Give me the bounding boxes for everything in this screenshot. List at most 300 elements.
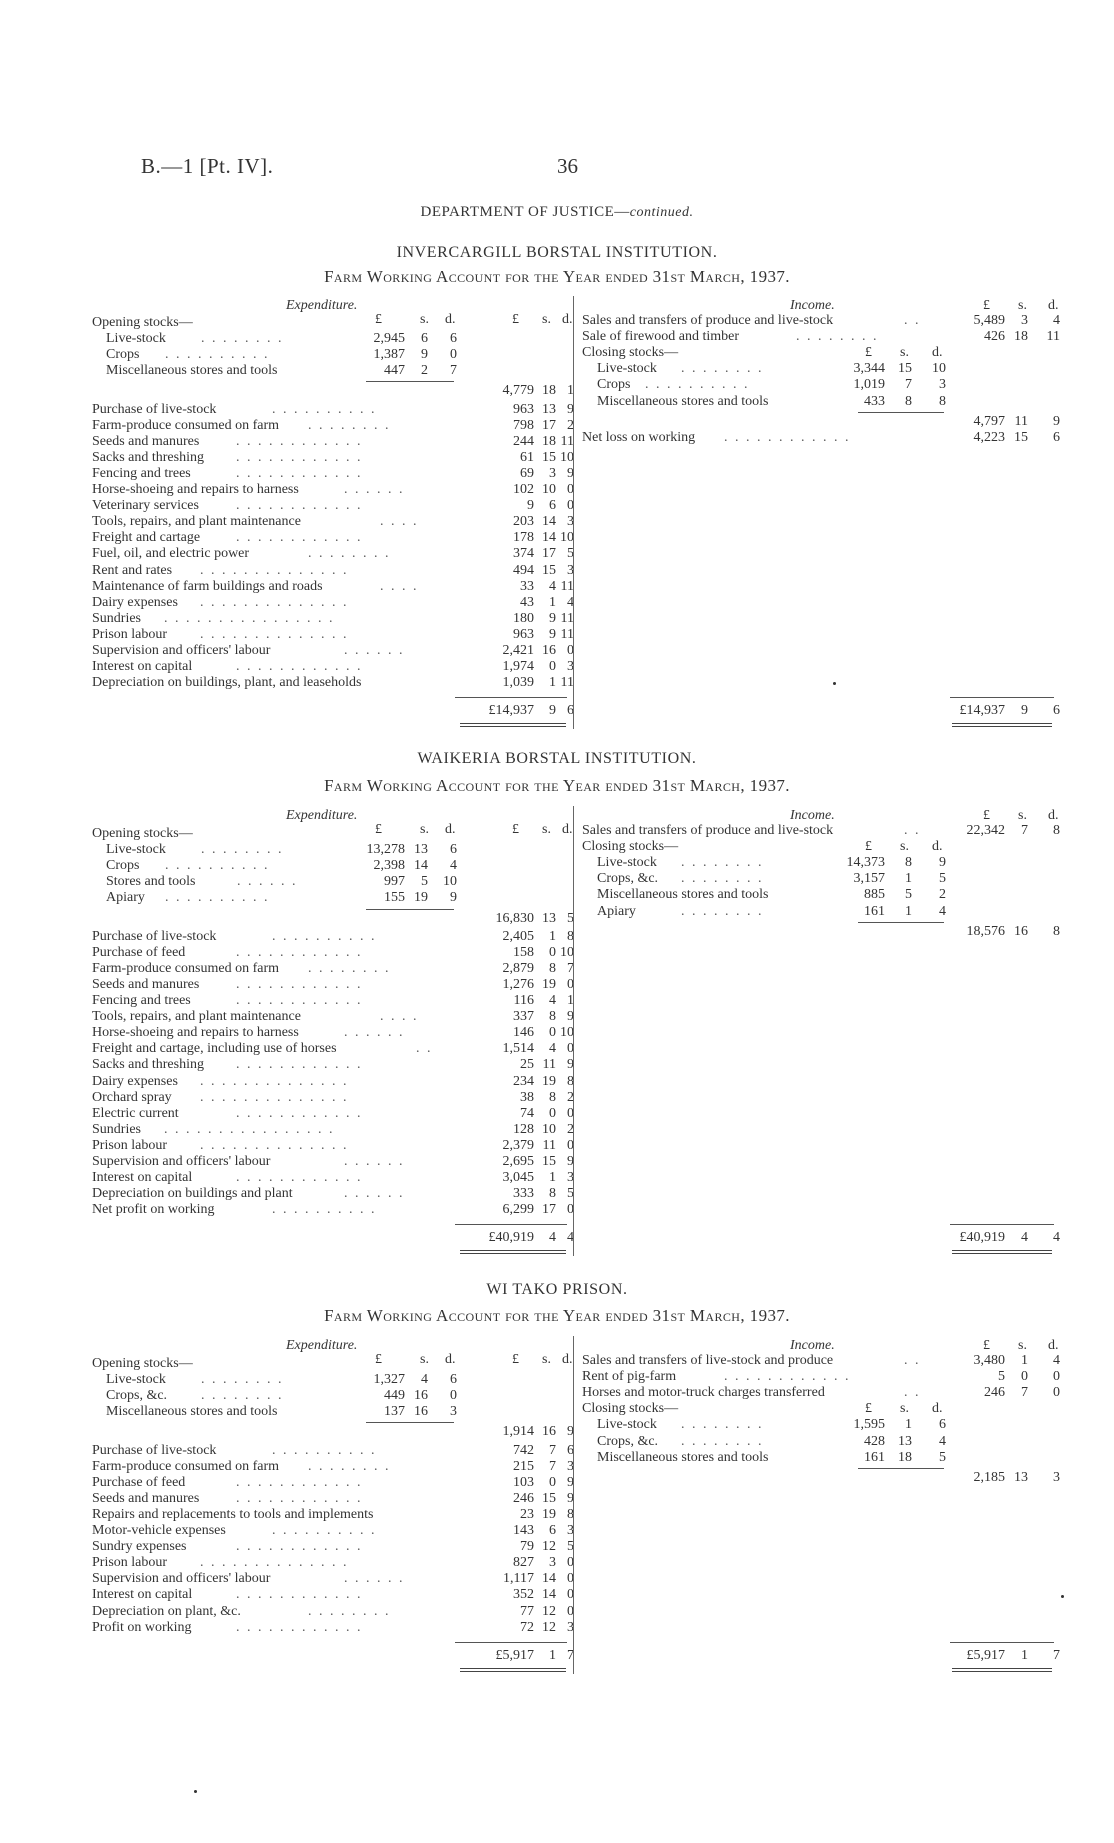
expense-item-pounds: 2,879 bbox=[502, 960, 534, 976]
closing-stocks-total-pounds: 4,797 bbox=[973, 413, 1005, 429]
expense-item-label: Sundries bbox=[92, 610, 141, 626]
department-continued: continued. bbox=[629, 205, 694, 220]
income-total-shillings: 9 bbox=[1021, 703, 1028, 719]
closing-stocks-label: Closing stocks— bbox=[582, 1401, 679, 1417]
expense-item-pounds: 103 bbox=[513, 1474, 534, 1490]
expense-item-shillings: 18 bbox=[542, 433, 556, 449]
closing-stocks-total-shillings: 16 bbox=[1014, 923, 1028, 939]
total-double-rule bbox=[952, 1250, 1052, 1254]
expense-item-pence: 9 bbox=[567, 1490, 574, 1506]
expense-item-label: Fencing and trees bbox=[92, 465, 191, 481]
expense-item-shillings: 0 bbox=[549, 659, 556, 675]
expense-item-label: Profit on working bbox=[92, 1619, 192, 1635]
expense-item-label: Farm-produce consumed on farm bbox=[92, 417, 279, 433]
currency-header-pounds: £ bbox=[983, 1338, 990, 1353]
expense-item-label: Net profit on working bbox=[92, 1202, 215, 1218]
opening-stock-item-shillings: 5 bbox=[421, 874, 428, 890]
leader-dots: . . . . . . . . bbox=[201, 1372, 284, 1388]
expense-item-shillings: 4 bbox=[549, 578, 556, 594]
expense-item-pence: 0 bbox=[567, 1603, 574, 1619]
expense-item-pounds: 61 bbox=[520, 449, 534, 465]
closing-stock-item-pence: 3 bbox=[939, 377, 946, 393]
total-rule bbox=[950, 1642, 1054, 1643]
expense-item-pounds: 1,039 bbox=[502, 675, 534, 691]
leader-dots: . . . . . . . . . . . . bbox=[236, 433, 363, 449]
expense-item-label: Freight and cartage, including use of horses bbox=[92, 1041, 337, 1057]
print-speck bbox=[1061, 1595, 1064, 1598]
currency-header-pounds: £ bbox=[375, 1352, 382, 1367]
opening-stock-item-pence: 6 bbox=[450, 842, 457, 858]
closing-stock-item-shillings: 1 bbox=[905, 871, 912, 887]
expense-item-label: Horse-shoeing and repairs to harness bbox=[92, 482, 299, 497]
income-item-pence: 4 bbox=[1053, 313, 1060, 328]
expense-item-pence: 9 bbox=[567, 465, 574, 481]
expense-item-label: Sacks and threshing bbox=[92, 449, 204, 465]
expense-item-pence: 0 bbox=[567, 498, 574, 514]
expense-item-pence: 3 bbox=[567, 1619, 574, 1635]
expense-item-shillings: 15 bbox=[542, 1154, 556, 1169]
closing-stock-item-pence: 4 bbox=[939, 1433, 946, 1449]
expense-item-pounds: 33 bbox=[520, 578, 534, 594]
closing-stock-item-pounds: 885 bbox=[864, 887, 885, 903]
expense-item-shillings: 0 bbox=[549, 944, 556, 960]
expense-item-shillings: 17 bbox=[542, 1202, 556, 1218]
expense-item-pence: 10 bbox=[560, 944, 574, 960]
expense-item-pounds: 72 bbox=[520, 1619, 534, 1635]
closing-stock-item-shillings: 1 bbox=[905, 903, 912, 919]
opening-stock-item-pence: 10 bbox=[443, 874, 457, 890]
leader-dots: . . bbox=[904, 823, 921, 838]
subtotal-rule bbox=[858, 922, 944, 923]
closing-stock-item-pounds: 428 bbox=[864, 1433, 885, 1449]
expense-item-pence: 4 bbox=[567, 594, 574, 610]
income-total-pounds: £5,917 bbox=[966, 1647, 1005, 1663]
opening-stock-item-pounds: 2,945 bbox=[373, 331, 405, 347]
income-item-label: Sales and transfers of produce and live-stock bbox=[582, 823, 834, 838]
opening-stock-item-pounds: 447 bbox=[384, 363, 405, 379]
opening-stock-item-pounds: 137 bbox=[384, 1404, 405, 1420]
expense-item-label: Dairy expenses bbox=[92, 594, 178, 610]
income-item-pence: 0 bbox=[1053, 1385, 1060, 1401]
expense-item-pence: 7 bbox=[567, 960, 574, 976]
income-item-pounds: 246 bbox=[984, 1385, 1005, 1401]
expense-item-shillings: 8 bbox=[549, 1009, 556, 1025]
expense-item-label: Freight and cartage bbox=[92, 530, 201, 546]
income-item-label: Sales and transfers of produce and live-stock bbox=[582, 313, 834, 328]
opening-stock-item-pounds: 155 bbox=[384, 890, 405, 906]
expense-item-label: Tools, repairs, and plant maintenance bbox=[92, 1009, 301, 1025]
expense-item-pence: 3 bbox=[567, 1458, 574, 1474]
expense-item-shillings: 17 bbox=[542, 417, 556, 433]
currency-header-pence: d. bbox=[562, 1352, 573, 1367]
expense-item-shillings: 12 bbox=[542, 1539, 556, 1555]
expense-item-shillings: 0 bbox=[549, 1474, 556, 1490]
expense-item-pounds: 43 bbox=[520, 594, 534, 610]
expense-item-pence: 11 bbox=[560, 433, 574, 449]
total-rule bbox=[950, 697, 1054, 698]
closing-stock-item-pounds: 161 bbox=[864, 903, 885, 919]
leader-dots: . . . . . . bbox=[344, 482, 405, 497]
closing-stock-item-pounds: 3,157 bbox=[853, 871, 885, 887]
expense-item-pounds: 2,421 bbox=[502, 643, 534, 658]
income-item-pounds: 4,223 bbox=[973, 429, 1005, 445]
opening-stocks-label: Opening stocks— bbox=[92, 1356, 193, 1371]
currency-header-pence: d. bbox=[445, 312, 456, 327]
expense-item-pounds: 3,045 bbox=[502, 1170, 534, 1186]
leader-dots: . . . . . . . . . . bbox=[165, 890, 270, 906]
expense-item-label: Seeds and manures bbox=[92, 1490, 200, 1506]
expenditure-total-pence: 6 bbox=[567, 703, 574, 719]
expense-item-shillings: 19 bbox=[542, 1506, 556, 1522]
expense-item-pounds: 79 bbox=[520, 1539, 534, 1555]
opening-stock-item-pence: 6 bbox=[450, 331, 457, 347]
opening-stock-item-label: Live-stock bbox=[106, 331, 166, 347]
currency-header-pence: d. bbox=[932, 1401, 943, 1417]
income-item-pence: 8 bbox=[1053, 823, 1060, 838]
currency-header-pounds: £ bbox=[375, 312, 382, 327]
currency-header-shillings: s. bbox=[1018, 298, 1027, 313]
leader-dots: . . . . . . . . . . . . bbox=[724, 1369, 851, 1385]
closing-stock-item-label: Miscellaneous stores and tools bbox=[597, 393, 769, 409]
expense-item-label: Depreciation on plant, &c. bbox=[92, 1603, 241, 1619]
currency-header-pounds: £ bbox=[512, 1352, 519, 1367]
expense-item-label: Rent and rates bbox=[92, 562, 173, 578]
closing-stock-item-shillings: 18 bbox=[898, 1449, 912, 1465]
leader-dots: . . . . . . . . bbox=[681, 1417, 764, 1433]
leader-dots: . . . . . . . . . . . . . . bbox=[200, 1089, 349, 1105]
income-item-shillings: 15 bbox=[1014, 429, 1028, 445]
expense-item-shillings: 4 bbox=[549, 1041, 556, 1057]
currency-header-pence: d. bbox=[562, 312, 573, 327]
expense-item-pounds: 963 bbox=[513, 401, 534, 417]
expense-item-pounds: 128 bbox=[513, 1121, 534, 1137]
expense-item-pounds: 38 bbox=[520, 1089, 534, 1105]
expense-item-shillings: 11 bbox=[542, 1137, 556, 1153]
expense-item-pounds: 827 bbox=[513, 1555, 534, 1571]
income-caption: Income. bbox=[790, 298, 835, 313]
leader-dots: . . . . . . bbox=[344, 643, 405, 658]
expenditure-total-pence: 7 bbox=[567, 1647, 574, 1663]
closing-stocks-total-shillings: 13 bbox=[1014, 1469, 1028, 1485]
opening-stock-item-pence: 4 bbox=[450, 858, 457, 874]
currency-header-pounds: £ bbox=[375, 822, 382, 837]
expenditure-total-pounds: £14,937 bbox=[488, 703, 534, 719]
income-item-pounds: 426 bbox=[984, 329, 1005, 345]
closing-stocks-total-pence: 8 bbox=[1053, 923, 1060, 939]
expense-item-pounds: 9 bbox=[527, 498, 534, 514]
closing-stock-item-pence: 8 bbox=[939, 393, 946, 409]
leader-dots: . . . . . . . . . . . . . . . . bbox=[164, 1121, 335, 1137]
expense-item-label: Sundries bbox=[92, 1121, 141, 1137]
expense-item-shillings: 10 bbox=[542, 482, 556, 497]
opening-stocks-label: Opening stocks— bbox=[92, 826, 193, 841]
account-title: Farm Working Account for the Year ended 31st March, 1937. bbox=[324, 267, 790, 286]
leader-dots: . . . . . . . . . . . . . . bbox=[200, 562, 349, 578]
expense-item-pence: 6 bbox=[567, 1442, 574, 1458]
leader-dots: . . . . . . . . . . bbox=[272, 1442, 377, 1458]
expense-item-pounds: 494 bbox=[513, 562, 534, 578]
leader-dots: . . . . . . . . . . . . bbox=[236, 465, 363, 481]
leader-dots: . . . . . . . . . . . . . . bbox=[200, 626, 349, 642]
leader-dots: . . . . . . . . . . bbox=[272, 1202, 377, 1218]
leader-dots: . . . . . . . . . . . . bbox=[236, 993, 363, 1008]
opening-stock-item-pounds: 1,327 bbox=[373, 1372, 405, 1388]
leader-dots: . . . . . . . . . . . . bbox=[236, 659, 363, 675]
expense-item-label: Repairs and replacements to tools and implements bbox=[92, 1506, 374, 1522]
expense-item-shillings: 8 bbox=[549, 1186, 556, 1202]
subtotal-rule bbox=[366, 381, 454, 382]
expense-item-pence: 8 bbox=[567, 928, 574, 944]
leader-dots: . . . . . . . . bbox=[201, 1388, 284, 1404]
institution-title: WAIKERIA BORSTAL INSTITUTION. bbox=[417, 750, 697, 767]
expense-item-pounds: 337 bbox=[513, 1009, 534, 1025]
expense-item-pounds: 69 bbox=[520, 465, 534, 481]
expense-item-label: Purchase of feed bbox=[92, 944, 186, 960]
document-reference: B.—1 [Pt. IV]. bbox=[141, 154, 274, 178]
column-divider bbox=[573, 806, 574, 1256]
expense-item-pounds: 25 bbox=[520, 1057, 534, 1073]
opening-stock-item-pounds: 2,398 bbox=[373, 858, 405, 874]
leader-dots: . . bbox=[904, 1353, 921, 1368]
opening-stock-item-label: Stores and tools bbox=[106, 874, 196, 890]
leader-dots: . . . . . . . . bbox=[308, 546, 391, 562]
expense-item-pence: 5 bbox=[567, 1186, 574, 1202]
income-total-pence: 4 bbox=[1053, 1230, 1060, 1246]
opening-stock-item-pounds: 13,278 bbox=[366, 842, 405, 858]
expense-item-pence: 10 bbox=[560, 1025, 574, 1041]
closing-stocks-label: Closing stocks— bbox=[582, 345, 679, 361]
income-item-shillings: 18 bbox=[1014, 329, 1028, 345]
expense-item-pence: 11 bbox=[560, 578, 574, 594]
expense-item-label: Prison labour bbox=[92, 1555, 168, 1571]
expense-item-shillings: 8 bbox=[549, 960, 556, 976]
income-total-shillings: 4 bbox=[1021, 1230, 1028, 1246]
leader-dots: . . . . . . . . . . . . bbox=[236, 1170, 363, 1186]
opening-stock-item-shillings: 19 bbox=[414, 890, 428, 906]
closing-stocks-label: Closing stocks— bbox=[582, 839, 679, 855]
leader-dots: . . . . . . bbox=[344, 1154, 405, 1169]
opening-stock-item-pounds: 449 bbox=[384, 1388, 405, 1404]
total-double-rule bbox=[460, 1250, 566, 1254]
leader-dots: . . . . . . . . . . bbox=[165, 347, 270, 363]
expense-item-pounds: 203 bbox=[513, 514, 534, 530]
closing-stock-item-pence: 4 bbox=[939, 903, 946, 919]
expense-item-pence: 5 bbox=[567, 546, 574, 562]
expense-item-pence: 9 bbox=[567, 1009, 574, 1025]
expense-item-label: Supervision and officers' labour bbox=[92, 1154, 271, 1169]
closing-stock-item-pence: 9 bbox=[939, 855, 946, 871]
opening-stock-item-label: Apiary bbox=[106, 890, 145, 906]
expense-item-label: Purchase of feed bbox=[92, 1474, 186, 1490]
income-caption: Income. bbox=[790, 808, 835, 823]
expense-item-label: Fuel, oil, and electric power bbox=[92, 546, 250, 562]
closing-stock-item-shillings: 8 bbox=[905, 393, 912, 409]
total-double-rule bbox=[952, 723, 1052, 727]
opening-stock-item-label: Crops bbox=[106, 858, 140, 874]
expense-item-shillings: 15 bbox=[542, 562, 556, 578]
currency-header-shillings: s. bbox=[900, 345, 909, 361]
closing-stock-item-pence: 10 bbox=[932, 361, 946, 377]
leader-dots: . . . . . . . . . . . . . . bbox=[200, 594, 349, 610]
expense-item-shillings: 13 bbox=[542, 401, 556, 417]
expense-item-pounds: 74 bbox=[520, 1105, 534, 1121]
currency-header-pence: d. bbox=[1048, 808, 1059, 823]
leader-dots: . . . . . . bbox=[344, 1571, 405, 1587]
expense-item-shillings: 1 bbox=[549, 594, 556, 610]
leader-dots: . . . . . . . . . . bbox=[165, 858, 270, 874]
closing-stock-item-pounds: 1,019 bbox=[853, 377, 885, 393]
expense-item-label: Maintenance of farm buildings and roads bbox=[92, 578, 323, 594]
expense-item-label: Prison labour bbox=[92, 1137, 168, 1153]
expense-item-pounds: 963 bbox=[513, 626, 534, 642]
leader-dots: . . . . bbox=[380, 514, 419, 530]
opening-stock-item-pence: 7 bbox=[450, 363, 457, 379]
expense-item-label: Interest on capital bbox=[92, 659, 193, 675]
closing-stock-item-label: Miscellaneous stores and tools bbox=[597, 887, 769, 903]
expense-item-pounds: 180 bbox=[513, 610, 534, 626]
closing-stock-item-pence: 6 bbox=[939, 1417, 946, 1433]
opening-stock-item-pounds: 997 bbox=[384, 874, 405, 890]
opening-stock-item-pence: 0 bbox=[450, 1388, 457, 1404]
expense-item-shillings: 7 bbox=[549, 1458, 556, 1474]
expense-item-pence: 0 bbox=[567, 1587, 574, 1603]
income-item-pounds: 5,489 bbox=[973, 313, 1005, 328]
expense-item-shillings: 9 bbox=[549, 626, 556, 642]
expense-item-shillings: 19 bbox=[542, 1073, 556, 1089]
income-item-label: Horses and motor-truck charges transferred bbox=[582, 1385, 825, 1401]
currency-header-pence: d. bbox=[445, 822, 456, 837]
opening-stocks-total-pence: 5 bbox=[567, 910, 574, 926]
expense-item-pounds: 1,974 bbox=[502, 659, 534, 675]
subtotal-rule bbox=[366, 909, 454, 910]
subtotal-rule bbox=[366, 1422, 454, 1423]
opening-stocks-total-pence: 1 bbox=[567, 383, 574, 399]
income-item-label: Sale of firewood and timber bbox=[582, 329, 740, 345]
leader-dots: . . . . . . . . . . bbox=[272, 1523, 377, 1538]
opening-stock-item-pence: 0 bbox=[450, 347, 457, 363]
currency-header-pounds: £ bbox=[865, 1401, 872, 1417]
closing-stock-item-shillings: 7 bbox=[905, 377, 912, 393]
closing-stock-item-shillings: 15 bbox=[898, 361, 912, 377]
leader-dots: . . . . . . . . . . . . bbox=[236, 1619, 363, 1635]
leader-dots: . . . . . . . . bbox=[308, 417, 391, 433]
expense-item-pence: 3 bbox=[567, 659, 574, 675]
opening-stocks-label: Opening stocks— bbox=[92, 315, 193, 330]
expense-item-pence: 0 bbox=[567, 1137, 574, 1153]
leader-dots: . . . . . . bbox=[344, 1186, 405, 1202]
expense-item-label: Farm-produce consumed on farm bbox=[92, 1458, 279, 1474]
leader-dots: . . . . . . . . bbox=[796, 329, 879, 345]
expenditure-total-shillings: 9 bbox=[549, 703, 556, 719]
expense-item-label: Seeds and manures bbox=[92, 433, 200, 449]
closing-stock-item-shillings: 1 bbox=[905, 1417, 912, 1433]
opening-stock-item-pounds: 1,387 bbox=[373, 347, 405, 363]
expense-item-shillings: 0 bbox=[549, 1105, 556, 1121]
expense-item-shillings: 1 bbox=[549, 928, 556, 944]
currency-header-shillings: s. bbox=[1018, 808, 1027, 823]
expenditure-caption: Expenditure. bbox=[286, 808, 358, 823]
currency-header-pence: d. bbox=[562, 822, 573, 837]
leader-dots: . . . . . . . . bbox=[681, 855, 764, 871]
expense-item-label: Motor-vehicle expenses bbox=[92, 1523, 226, 1538]
opening-stock-item-label: Miscellaneous stores and tools bbox=[106, 363, 278, 379]
expense-item-label: Interest on capital bbox=[92, 1170, 193, 1186]
leader-dots: . . . . . . bbox=[237, 874, 298, 890]
expense-item-label: Farm-produce consumed on farm bbox=[92, 960, 279, 976]
income-item-shillings: 1 bbox=[1021, 1353, 1028, 1368]
opening-stock-item-pence: 3 bbox=[450, 1404, 457, 1420]
closing-stock-item-label: Live-stock bbox=[597, 361, 657, 377]
expense-item-pence: 10 bbox=[560, 449, 574, 465]
leader-dots: . . . . . . . . bbox=[681, 871, 764, 887]
opening-stock-item-shillings: 14 bbox=[414, 858, 428, 874]
leader-dots: . . bbox=[904, 313, 921, 328]
expense-item-pence: 1 bbox=[567, 993, 574, 1008]
total-double-rule bbox=[952, 1668, 1052, 1672]
expense-item-label: Veterinary services bbox=[92, 498, 199, 514]
expense-item-pence: 8 bbox=[567, 1506, 574, 1522]
income-item-shillings: 7 bbox=[1021, 1385, 1028, 1401]
expense-item-shillings: 11 bbox=[542, 1057, 556, 1073]
expense-item-shillings: 10 bbox=[542, 1121, 556, 1137]
column-divider bbox=[573, 296, 574, 729]
leader-dots: . . . . . . . . . . . . bbox=[236, 1474, 363, 1490]
expense-item-pence: 3 bbox=[567, 514, 574, 530]
income-total-pence: 7 bbox=[1053, 1647, 1060, 1663]
expense-item-pounds: 1,117 bbox=[503, 1571, 534, 1587]
closing-stock-item-pence: 5 bbox=[939, 871, 946, 887]
expense-item-shillings: 19 bbox=[542, 976, 556, 992]
leader-dots: . . . . . . . . bbox=[681, 903, 764, 919]
currency-header-shillings: s. bbox=[420, 312, 429, 327]
department-title bbox=[0, 204, 1114, 221]
expense-item-pounds: 244 bbox=[513, 433, 534, 449]
expense-item-shillings: 17 bbox=[542, 546, 556, 562]
expenditure-total-pounds: £5,917 bbox=[495, 1647, 534, 1663]
expense-item-shillings: 4 bbox=[549, 993, 556, 1008]
leader-dots: . . bbox=[416, 1041, 433, 1057]
closing-stocks-total-pence: 3 bbox=[1053, 1469, 1060, 1485]
expense-item-shillings: 7 bbox=[549, 1442, 556, 1458]
expense-item-pounds: 1,514 bbox=[502, 1041, 534, 1057]
expense-item-pounds: 23 bbox=[520, 1506, 534, 1522]
currency-header-shillings: s. bbox=[542, 822, 551, 837]
expense-item-pounds: 798 bbox=[513, 417, 534, 433]
expense-item-pence: 2 bbox=[567, 1089, 574, 1105]
income-item-pounds: 22,342 bbox=[966, 823, 1005, 838]
expense-item-shillings: 14 bbox=[542, 530, 556, 546]
closing-stock-item-label: Live-stock bbox=[597, 855, 657, 871]
account-title: Farm Working Account for the Year ended 31st March, 1937. bbox=[324, 1306, 790, 1325]
income-total-pence: 6 bbox=[1053, 703, 1060, 719]
income-item-pounds: 5 bbox=[998, 1369, 1005, 1385]
opening-stock-item-label: Live-stock bbox=[106, 1372, 166, 1388]
closing-stock-item-label: Live-stock bbox=[597, 1417, 657, 1433]
closing-stock-item-pounds: 161 bbox=[864, 1449, 885, 1465]
account-title: Farm Working Account for the Year ended 31st March, 1937. bbox=[324, 776, 790, 795]
currency-header-pounds: £ bbox=[983, 298, 990, 313]
total-rule bbox=[455, 1642, 567, 1643]
expense-item-pounds: 178 bbox=[513, 530, 534, 546]
income-item-pence: 11 bbox=[1046, 329, 1060, 345]
expense-item-label: Purchase of live-stock bbox=[92, 1442, 217, 1458]
expense-item-shillings: 15 bbox=[542, 1490, 556, 1506]
currency-header-pounds: £ bbox=[512, 822, 519, 837]
expense-item-shillings: 14 bbox=[542, 1571, 556, 1587]
leader-dots: . . . . . . . . bbox=[308, 1458, 391, 1474]
expense-item-label: Interest on capital bbox=[92, 1587, 193, 1603]
income-total-pounds: £14,937 bbox=[959, 703, 1005, 719]
